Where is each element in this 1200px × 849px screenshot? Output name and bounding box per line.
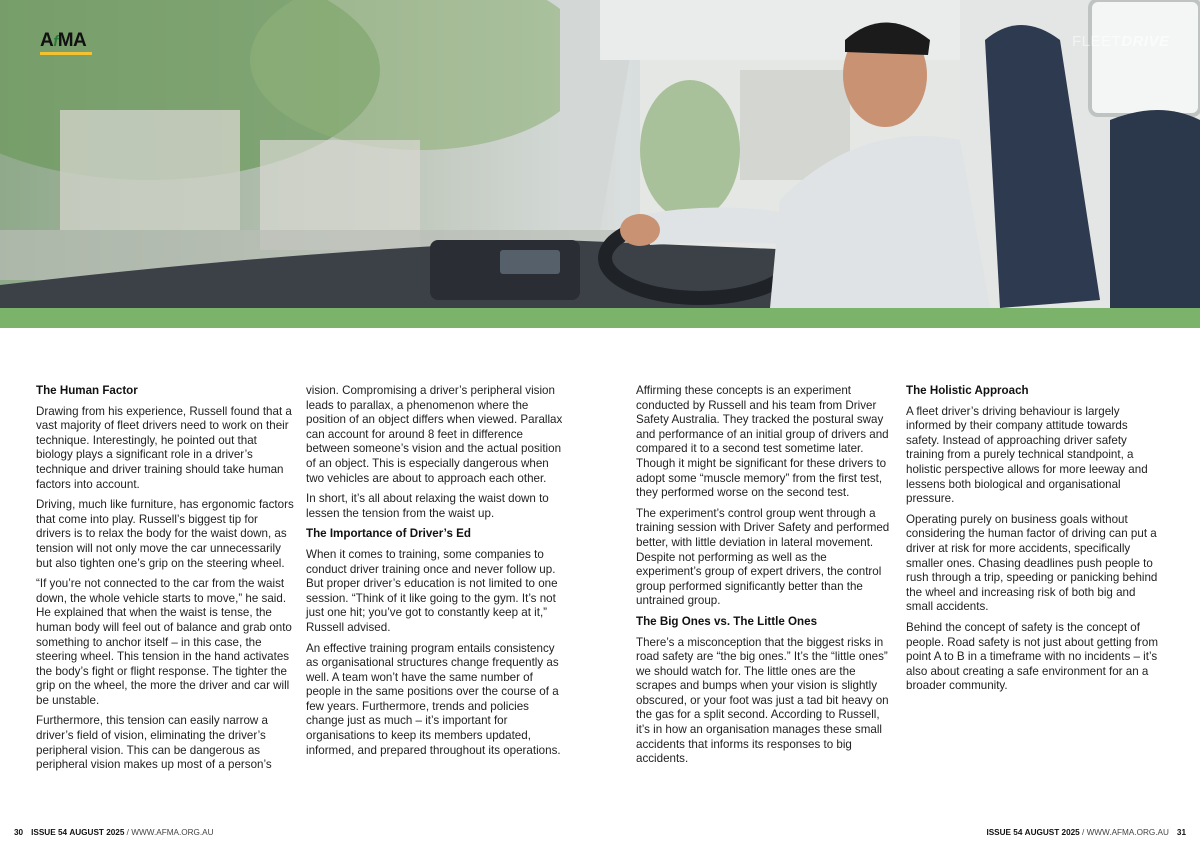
section-heading: The Holistic Approach [906,384,1029,397]
section-heading: The Importance of Driver’s Ed [306,527,471,541]
footer-website[interactable]: WWW.AFMA.ORG.AU [131,828,214,837]
body-paragraph: Furthermore, this tension can easily narrow a driver’s field of vision, eliminating the driver’s peripheral vision. This can be dangerous as peripheral vision makes up most of a person’s [36,714,272,772]
page-number-right: 31 [1176,828,1186,837]
footer-left: 30 ISSUE 54 AUGUST 2025 / WWW.AFMA.ORG.AU [14,828,214,837]
text-column-1 [36,384,294,779]
text-column-4 [906,384,1164,700]
text-column-3 [636,384,894,773]
body-paragraph: There’s a misconception that the biggest risks in road safety are “the big ones.” It’s the “little ones” we should watch for. The little ones are the scrapes and bumps when your vision is slightly obscured, or your foot was just a tad bit heavy on the gas for a split second. According to Russell, it’s in how an organisation manages these small accidents that informs its responses to big accidents. [636,635,889,766]
section-tag: FLEETDRIVE [1072,33,1170,50]
text-column-2 [306,384,564,764]
body-paragraph: Driving, much like furniture, has ergonomic factors that come into play. Russell’s biggest tip for drivers is to relax the body for the waist down, as tension will not only move the car unnecessarily but also tighten one’s grip on the steering wheel. [36,498,294,570]
afma-logo: AfMA [40,30,87,51]
footer-date: AUGUST 2025 [69,828,125,837]
truck-cab-illustration [0,0,1200,308]
body-paragraph: Behind the concept of safety is the concept of people. Road safety is not just about getting from point A to B in a timeframe with no incidents – it’s also about creating a safe environment for an a broader community. [906,620,1158,693]
body-paragraph: When it comes to training, some companies to conduct driver training once and never follow up. But proper driver’s education is not limited to one session. “Think of it like going to the gym. It’s not just one hit; you’ve got to constantly keep at it,” Russell advised. [306,547,558,634]
page-number-left: 30 [14,828,24,837]
hero-photo [0,0,1200,308]
footer-issue: ISSUE 54 [986,828,1023,837]
body-paragraph: A fleet driver’s driving behaviour is largely informed by their company attitude towards safety. Instead of approaching driver safety training from a purely technical standpoint, a holistic perspective allows for more leeway and lessens both biological and organisational pressure. [906,404,1148,506]
footer-right: ISSUE 54 AUGUST 2025 / WWW.AFMA.ORG.AU 31 [986,828,1186,837]
body-paragraph: Affirming these concepts is an experiment conducted by Russell and his team from Driver Safety Australia. They tracked the postural sway and performance of an initial group of drivers and compared it to a second test sometime later. Though it might be significant for these drivers to adopt some “muscle memory” from the first test, they performed worse on the second test. [636,384,889,500]
body-paragraph: In short, it’s all about relaxing the waist down to lessen the tension from the waist up. [306,492,549,520]
section-heading: The Human Factor [36,384,138,397]
body-paragraph: “If you’re not connected to the car from the waist down, the whole vehicle starts to move,” he said. He explained that when the waist is tense, the human body will feel out of balance and grab onto something to anchor itself – in this case, the steering wheel. This tension in the hand activates the body’s fight or flight response. The tighter the grip on the wheel, the more the driver and car will be unstable. [36,577,292,707]
body-paragraph: The experiment’s control group went through a training session with Driver Safety and performed better, with little deviation in lateral movement. Despite not performing as well as the experiment’s group of expert drivers, the control group performed significantly better than the untrained group. [636,506,890,608]
footer-website[interactable]: WWW.AFMA.ORG.AU [1086,828,1169,837]
body-paragraph: Drawing from his experience, Russell found that a vast majority of fleet drivers need to work on their technique. Interestingly, he pointed out that biology plays a significant role in a driver’s technique and driver training should take human factors into account. [36,404,292,491]
section-heading: The Big Ones vs. The Little Ones [636,614,818,628]
accent-band [0,308,1200,328]
body-paragraph: Operating purely on business goals without considering the human factor of driving can put a driver at risk for more accidents, specifically smaller ones. Chasing deadlines push people to rush through a trip, speeding or panicking behind the wheel and increasing risk of both big and small accidents. [906,512,1158,614]
footer-date: AUGUST 2025 [1024,828,1080,837]
footer-issue: ISSUE 54 [31,828,68,837]
body-paragraph: vision. Compromising a driver’s peripheral vision leads to parallax, a phenomenon where the position of an object differs when viewed. Parallax can account for around 8 feet in difference between someone’s vision and the actual position of an object. This is especially dangerous when two vehicles are about to approach each other. [306,384,563,485]
body-paragraph: An effective training program entails consistency as organisational structures change frequently as well. A team won’t have the same number of people in the same positions over the course of a few years. Furthermore, trends and policies change just as much – it’s important for organisations to keep its members updated, informed, and prepared throughout its operations. [306,641,561,757]
